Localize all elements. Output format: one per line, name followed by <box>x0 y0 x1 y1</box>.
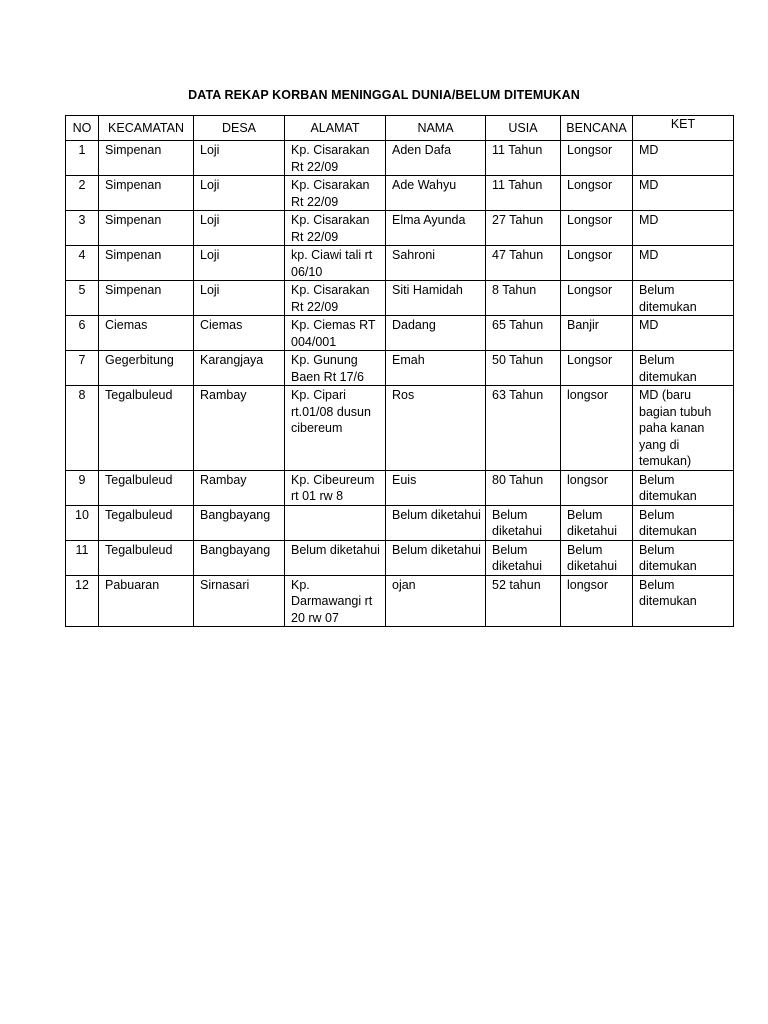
cell-usia: 50 Tahun <box>486 351 561 386</box>
table-header-row <box>66 116 734 141</box>
cell-nama: Aden Dafa <box>386 141 486 176</box>
cell-ket: MD <box>633 176 734 211</box>
cell-kecamatan: Tegalbuleud <box>99 470 194 505</box>
cell-desa: Bangbayang <box>194 505 285 540</box>
cell-no: 11 <box>66 540 99 575</box>
cell-no: 1 <box>66 141 99 176</box>
cell-nama: Elma Ayunda <box>386 211 486 246</box>
cell-kecamatan: Ciemas <box>99 316 194 351</box>
cell-no: 10 <box>66 505 99 540</box>
cell-nama: Emah <box>386 351 486 386</box>
header-bencana: BENCANA <box>561 116 633 141</box>
cell-no: 6 <box>66 316 99 351</box>
cell-usia: 27 Tahun <box>486 211 561 246</box>
cell-no: 9 <box>66 470 99 505</box>
header-ket: KET <box>633 116 734 141</box>
header-no: NO <box>66 116 99 141</box>
cell-alamat: Kp. Gunung Baen Rt 17/6 <box>285 351 386 386</box>
cell-ket: Belum ditemukan <box>633 281 734 316</box>
cell-nama: ojan <box>386 575 486 627</box>
table-row <box>66 351 734 386</box>
cell-usia: 8 Tahun <box>486 281 561 316</box>
cell-nama: Ros <box>386 386 486 471</box>
header-kecamatan: KECAMATAN <box>99 116 194 141</box>
cell-no: 4 <box>66 246 99 281</box>
table-row <box>66 540 734 575</box>
cell-nama: Euis <box>386 470 486 505</box>
cell-alamat: Kp. Cisarakan Rt 22/09 <box>285 176 386 211</box>
cell-desa: Ciemas <box>194 316 285 351</box>
cell-desa: Rambay <box>194 386 285 471</box>
cell-ket: Belum ditemukan <box>633 351 734 386</box>
cell-kecamatan: Simpenan <box>99 246 194 281</box>
cell-ket: Belum ditemukan <box>633 470 734 505</box>
cell-bencana: longsor <box>561 470 633 505</box>
cell-kecamatan: Gegerbitung <box>99 351 194 386</box>
cell-alamat: Kp. Cisarakan Rt 22/09 <box>285 211 386 246</box>
cell-usia: Belum diketahui <box>486 540 561 575</box>
table-row <box>66 141 734 176</box>
cell-alamat: Belum diketahui <box>285 540 386 575</box>
table-row <box>66 386 734 471</box>
cell-bencana: Banjir <box>561 316 633 351</box>
cell-no: 8 <box>66 386 99 471</box>
cell-alamat: Kp. Cibeureum rt 01 rw 8 <box>285 470 386 505</box>
cell-bencana: Longsor <box>561 281 633 316</box>
cell-bencana: Longsor <box>561 351 633 386</box>
cell-kecamatan: Simpenan <box>99 176 194 211</box>
cell-usia: Belum diketahui <box>486 505 561 540</box>
cell-kecamatan: Simpenan <box>99 141 194 176</box>
cell-kecamatan: Tegalbuleud <box>99 540 194 575</box>
cell-no: 2 <box>66 176 99 211</box>
cell-ket: Belum ditemukan <box>633 575 734 627</box>
cell-bencana: longsor <box>561 575 633 627</box>
cell-usia: 47 Tahun <box>486 246 561 281</box>
cell-alamat: Kp. Darmawangi rt 20 rw 07 <box>285 575 386 627</box>
cell-usia: 63 Tahun <box>486 386 561 471</box>
cell-nama: Belum diketahui <box>386 505 486 540</box>
page-title: DATA REKAP KORBAN MENINGGAL DUNIA/BELUM DITEMUKAN <box>188 88 580 102</box>
cell-desa: Loji <box>194 281 285 316</box>
table-row <box>66 246 734 281</box>
cell-no: 5 <box>66 281 99 316</box>
cell-ket: MD (baru bagian tubuh paha kanan yang di temukan) <box>633 386 734 471</box>
cell-desa: Bangbayang <box>194 540 285 575</box>
cell-usia: 65 Tahun <box>486 316 561 351</box>
cell-bencana: Longsor <box>561 246 633 281</box>
cell-no: 3 <box>66 211 99 246</box>
cell-alamat: Kp. Cipari rt.01/08 dusun cibereum <box>285 386 386 471</box>
cell-ket: MD <box>633 316 734 351</box>
cell-ket: Belum ditemukan <box>633 505 734 540</box>
table-row <box>66 505 734 540</box>
cell-kecamatan: Tegalbuleud <box>99 386 194 471</box>
table-row <box>66 281 734 316</box>
cell-no: 7 <box>66 351 99 386</box>
cell-ket: MD <box>633 211 734 246</box>
cell-nama: Siti Hamidah <box>386 281 486 316</box>
cell-desa: Loji <box>194 176 285 211</box>
table-row <box>66 176 734 211</box>
cell-desa: Karangjaya <box>194 351 285 386</box>
cell-nama: Belum diketahui <box>386 540 486 575</box>
cell-ket: MD <box>633 246 734 281</box>
header-alamat: ALAMAT <box>285 116 386 141</box>
cell-nama: Ade Wahyu <box>386 176 486 211</box>
cell-kecamatan: Simpenan <box>99 211 194 246</box>
cell-desa: Rambay <box>194 470 285 505</box>
cell-desa: Loji <box>194 141 285 176</box>
cell-bencana: Belum diketahui <box>561 505 633 540</box>
table-body <box>66 141 734 627</box>
victim-data-table <box>65 115 734 627</box>
cell-ket: MD <box>633 141 734 176</box>
cell-usia: 52 tahun <box>486 575 561 627</box>
cell-alamat <box>285 505 386 540</box>
cell-desa: Sirnasari <box>194 575 285 627</box>
cell-desa: Loji <box>194 211 285 246</box>
table-row <box>66 211 734 246</box>
cell-ket: Belum ditemukan <box>633 540 734 575</box>
cell-bencana: longsor <box>561 386 633 471</box>
cell-nama: Dadang <box>386 316 486 351</box>
cell-alamat: kp. Ciawi tali rt 06/10 <box>285 246 386 281</box>
cell-usia: 11 Tahun <box>486 141 561 176</box>
cell-no: 12 <box>66 575 99 627</box>
table-row <box>66 316 734 351</box>
cell-alamat: Kp. Ciemas RT 004/001 <box>285 316 386 351</box>
cell-desa: Loji <box>194 246 285 281</box>
cell-alamat: Kp. Cisarakan Rt 22/09 <box>285 141 386 176</box>
cell-bencana: Longsor <box>561 176 633 211</box>
cell-bencana: Belum diketahui <box>561 540 633 575</box>
cell-usia: 11 Tahun <box>486 176 561 211</box>
header-nama: NAMA <box>386 116 486 141</box>
table-row <box>66 575 734 627</box>
header-usia: USIA <box>486 116 561 141</box>
cell-kecamatan: Tegalbuleud <box>99 505 194 540</box>
cell-nama: Sahroni <box>386 246 486 281</box>
cell-kecamatan: Simpenan <box>99 281 194 316</box>
cell-alamat: Kp. Cisarakan Rt 22/09 <box>285 281 386 316</box>
cell-usia: 80 Tahun <box>486 470 561 505</box>
table-row <box>66 470 734 505</box>
cell-bencana: Longsor <box>561 141 633 176</box>
header-desa: DESA <box>194 116 285 141</box>
cell-kecamatan: Pabuaran <box>99 575 194 627</box>
cell-bencana: Longsor <box>561 211 633 246</box>
